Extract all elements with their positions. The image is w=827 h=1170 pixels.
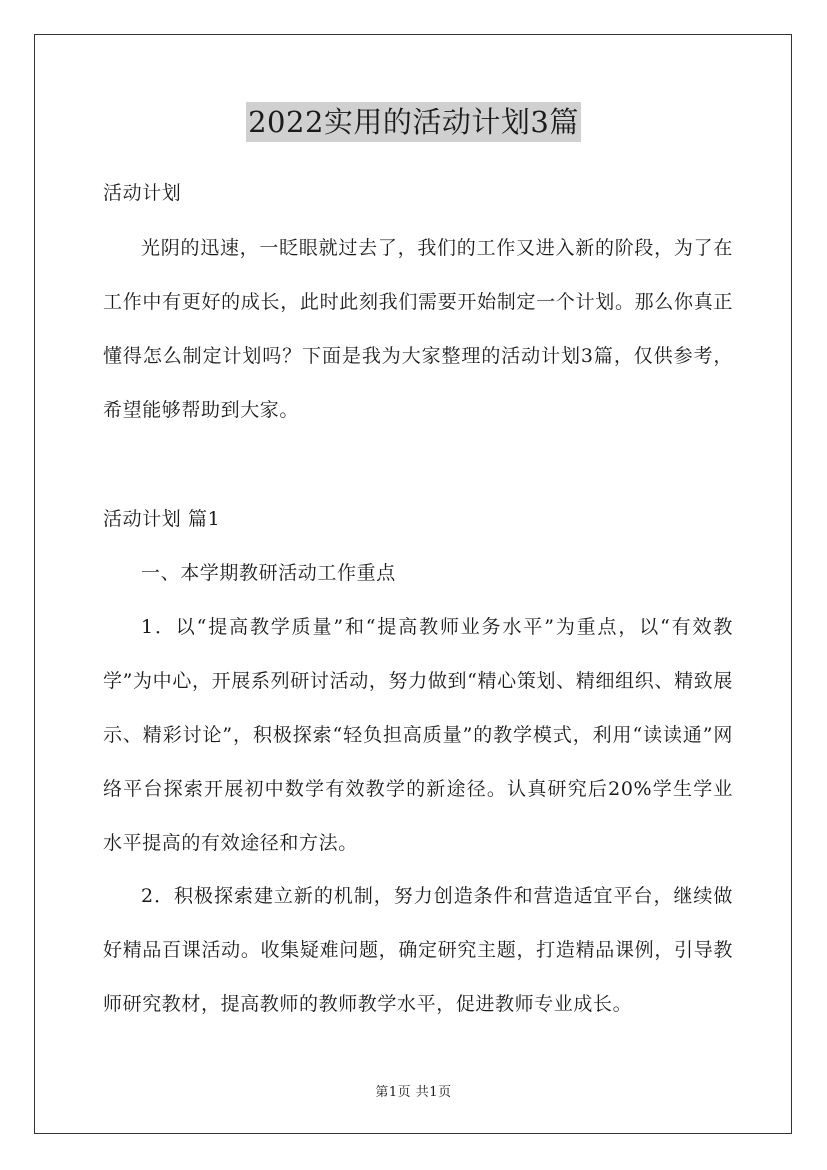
item-two-paragraph: 2．积极探索建立新的机制，努力创造条件和营造适宜平台，继续做好精品百课活动。收集疑难问题，确定研究主题，打造精品课例，引导教师研究教材，提高教师的教师教学水平，促进教师专业成长。 [103,885,733,1015]
item-one-paragraph: 1．以“提高教学质量”和“提高教师业务水平”为重点，以“有效教学”为中心，开展系列研讨活动，努力做到“精心策划、精细组织、精致展示、精彩讨论”，积极探索“轻负担高质量”的教学模式，利用“读读通”网络平台探索开展初中数学有效教学的新途径。认真研究后20%学生学业水平提高的有效途径和方法。 [103,616,733,854]
intro-paragraph: 光阴的迅速，一眨眼就过去了，我们的工作又进入新的阶段，为了在工作中有更好的成长，此时此刻我们需要开始制定一个计划。那么你真正懂得怎么制定计划吗？下面是我为大家整理的活动计划3篇，仅供参考，希望能够帮助到大家。 [103,237,733,421]
article-heading: 活动计划 篇1 [103,508,221,530]
title-container [0,102,827,142]
section-label: 活动计划 [103,182,182,204]
section-heading-one: 一、本学期教研活动工作重点 [141,562,396,584]
document-title: 2022实用的活动计划3篇 [246,102,581,142]
page-footer: 第1页 共1页 [375,1085,452,1100]
